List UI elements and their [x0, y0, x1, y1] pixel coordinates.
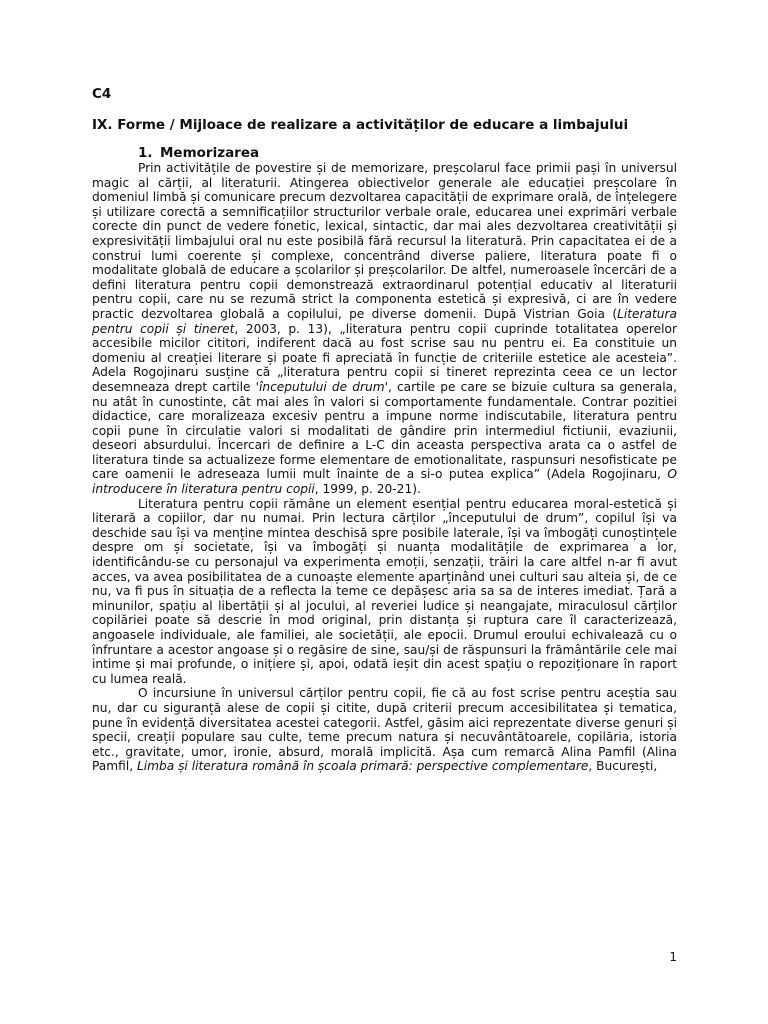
italic-citation: începutului de drum — [258, 379, 385, 394]
italic-citation: Limba și literatura română în școala primară: perspective complementare — [136, 759, 589, 774]
text-run: Prin activitățile de povestire și de memorizare, preșcolarul face primii pași în universul magic al cărții, al literaturii. Atingerea obiectivelor generale ale educației preșcolare în domeniul limbă și comunicare precum dezvoltarea capacității de exprimare orală, de înțelegere și utilizare corectă a semnificațiilor structurilor verbale orale, educarea unei exprimări verbale corecte din punct de vedere fonetic, lexical, sintactic, dar mai ales dezvoltarea creativității și expresivității limbajului oral nu este posibilă fără recursul la literatură. Prin capacitatea ei de a construi lumi coerente și complexe, concentrând diverse paliere, literatura poate fi o modalitate globală de educare a școlarilor și preșcolarilor. De altfel, numeroasele încercări de a defini literatura pentru copii demonstrează extraordinarul potențial educativ al literaturii pentru copii, care nu se rezumă strict la componenta estetică și expresivă, ci are în vedere practic dezvoltarea globală a copilului, pe diverse domenii. După Vistrian Goia ( — [92, 161, 677, 321]
text-run: , București, — [588, 759, 658, 774]
document-code: C4 — [92, 86, 112, 102]
section-title: Memorizarea — [160, 145, 260, 161]
text-run: O incursiune în universul cărților pentru copii, fie că au fost scrise pentru aceștia sau nu, dar cu siguranță alese de copii și citite, după criterii precum accesibilitatea și tematica, pune în evidență diversitatea acestei categorii. Astfel, găsim aici reprezentate diverse genuri și specii, creații populare sau culte, teme precum natura și necuvântătoarele, copilăria, istoria etc., gravitate, umor, ironie, absurd, morală implicită. Așa cum remarcă Alina Pamfil (Alina Pamfil, — [92, 686, 677, 774]
paragraph — [92, 497, 677, 687]
paragraph — [92, 161, 677, 497]
body-text — [92, 161, 677, 774]
section-number: 1. — [138, 145, 153, 161]
chapter-title: IX. Forme / Mijloace de realizare a activităților de educare a limbajului — [92, 117, 629, 133]
paragraph — [92, 686, 677, 774]
italic-citation: Literatura pentru copii și tineret — [92, 306, 677, 336]
section-heading — [138, 145, 259, 161]
page-number: 1 — [669, 950, 677, 964]
text-run: , 1999, p. 20-21). — [314, 482, 421, 497]
text-run: , 2003, p. 13), „literatura pentru copii cuprinde totalitatea operelor accesibile micilor cititori, indiferent dacă au fost scrise sau nu pentru ei. Ea constituie un domeniu al creației literare și poate fi apreciată în funcție de criteriile estetice ale acesteia”. Adela Rogojinaru susține că „literatura pentru copii si tineret reprezinta ceea ce un lector desemneaza drept cartile ' — [92, 321, 677, 394]
text-run: Literatura pentru copii rămâne un element esențial pentru educarea moral-estetică și literară a copiilor, dar nu numai. Prin lectura cărților „începutului de drum”, copilul își va deschide sau își va menține mintea deschisă spre posibile laterale, își va îmbogăți cunoștințele despre om și societate, își va îmbogăți și nuanța modalitățile de exprimarea a lor, identificându-se cu personajul va experimenta emoții, senzații, trăiri la care altfel n-ar fi avut acces, va avea posibilitatea de a cunoaște elemente aparținând unei culturi sau alteia și, de ce nu, va fi pus în situația de a reflecta la teme ce depășesc aria sa sa de interes imediat. Țară a minunilor, spațiu al libertății și al jocului, al reveriei ludice și neangajate, miraculosul cărților copilăriei poate să descrie în mod original, prin distanța și ruptura care îl caracterizează, angoasele individuale, ale familiei, ale societății, ale epocii. Drumul eroului echivalează cu o înfruntare a acestor angoase și o regăsire de sine, sau/și de răspunsuri la frământările cele mai intime și mai profunde, o inițiere și, apoi, odată ieșit din acest spațiu o repoziționare în raport cu lumea reală. — [92, 496, 677, 686]
italic-citation: O introducere în literatura pentru copii — [92, 467, 677, 497]
text-run: ', cartile pe care se bizuie cultura sa generala, nu atât în cunostinte, cât mai ales în valori si comportamente fundamentale. Contrar pozitiei didactice, care moralizeaza excesiv pentru a impune norme indiscutabile, literatura pentru copii pune în circulatie valori si modalitati de gândire prin intermediul fictiunii, evaziunii, deseori absurdului. Încercari de definire a L-C din aceasta perspectiva arata ca o astfel de literatura tinde sa actualizeze forme elementare de emotionalitate, raspunsuri nesofisticate pe care oamenii le adreseaza lumii mult înainte de a si-o putea explica” (Adela Rogojinaru, — [92, 379, 677, 482]
